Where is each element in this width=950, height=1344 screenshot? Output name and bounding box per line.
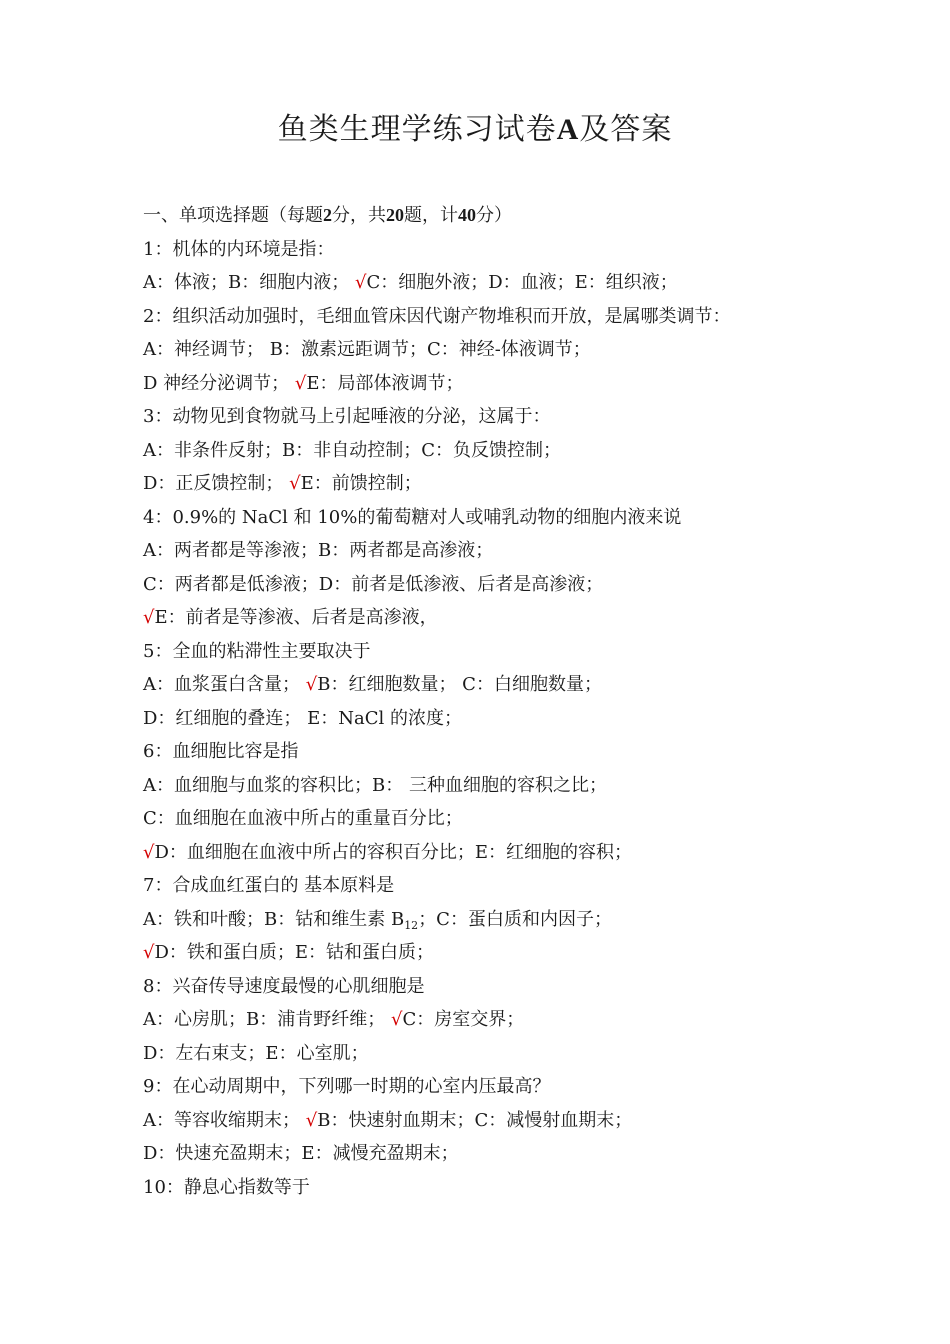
answer-check-icon: √: [143, 607, 155, 628]
question-2-options: D 神经分泌调节； √E：局部体液调节；: [143, 372, 464, 394]
answer-check-icon: √: [289, 473, 301, 494]
question-2-stem: 2：组织活动加强时，毛细血管床因代谢产物堆积而开放，是属哪类调节：: [143, 305, 731, 327]
question-8-options: A：心房肌；B：浦肯野纤维； √C：房室交界；: [143, 1009, 525, 1030]
question-9-options: A：等容收缩期末； √B：快速射血期末；C：减慢射血期末；: [143, 1109, 633, 1131]
question-9-stem: 9：在心动周期中，下列哪一时期的心室内压最高？: [143, 1076, 551, 1097]
answer-check-icon: √: [305, 1109, 318, 1131]
answer-check-icon: √: [354, 272, 367, 293]
page-title: 鱼类生理学练习试卷A及答案: [277, 112, 673, 147]
question-1-stem: 1：机体的内环境是指：: [143, 238, 335, 260]
question-7-stem: 7：合成血红蛋白的 基本原料是: [143, 875, 395, 896]
question-6-options: A：血细胞与血浆的容积比；B： 三种血细胞的容积之比；: [143, 774, 607, 796]
answer-check-icon: √: [390, 1009, 403, 1030]
question-6-options: C：血细胞在血液中所占的重量百分比；: [143, 808, 463, 829]
question-3-options: D：正反馈控制； √E：前馈控制；: [143, 473, 422, 494]
question-5-stem: 5：全血的粘滞性主要取决于: [143, 640, 371, 662]
question-5-options: D：红细胞的叠连； E：NaCl 的浓度；: [143, 707, 463, 729]
question-4-options: A：两者都是等渗液；B：两者都是高渗液；: [143, 540, 494, 561]
question-2-options: A：神经调节； B：激素远距调节；C：神经-体液调节；: [143, 339, 591, 360]
question-3-stem: 3：动物见到食物就马上引起唾液的分泌，这属于：: [143, 406, 551, 427]
question-6-options: √D：血细胞在血液中所占的容积百分比；E：红细胞的容积；: [143, 841, 633, 863]
title-letter: A: [556, 113, 580, 146]
question-9-options: D：快速充盈期末；E：减慢充盈期末；: [143, 1143, 459, 1164]
answer-check-icon: √: [305, 674, 318, 695]
question-6-stem: 6：血细胞比容是指: [143, 741, 299, 762]
question-4-options: C：两者都是低渗液；D：前者是低渗液、后者是高渗液；: [143, 573, 604, 595]
question-8-stem: 8：兴奋传导速度最慢的心肌细胞是: [143, 975, 425, 997]
question-3-options: A：非条件反射；B：非自动控制；C：负反馈控制；: [143, 439, 561, 461]
question-10-stem: 10：静息心指数等于: [143, 1176, 310, 1198]
section-heading: 一、单项选择题（每题2分，共20题，计40分）: [143, 205, 512, 226]
answer-check-icon: √: [143, 841, 155, 863]
question-4-options: √E：前者是等渗液、后者是高渗液，: [143, 607, 438, 628]
exam-content: [143, 199, 883, 1204]
question-1-options: A：体液；B：细胞内液； √C：细胞外液；D：血液；E：组织液；: [143, 272, 678, 293]
question-5-options: A：血浆蛋白含量； √B：红细胞数量； C：白细胞数量；: [143, 674, 602, 695]
question-4-stem: 4：0.9%的 NaCl 和 10%的葡萄糖对人或哺乳动物的细胞内液来说: [143, 506, 682, 528]
question-7-options: √D：铁和蛋白质；E：钴和蛋白质；: [143, 942, 435, 963]
answer-check-icon: √: [294, 372, 307, 394]
question-7-options: A：铁和叶酸；B：钴和维生素 $B_{12}$；C：蛋白质和内因子；: [143, 908, 612, 932]
question-8-options: D：左右束支；E：心室肌；: [143, 1042, 369, 1064]
answer-check-icon: √: [143, 942, 155, 963]
